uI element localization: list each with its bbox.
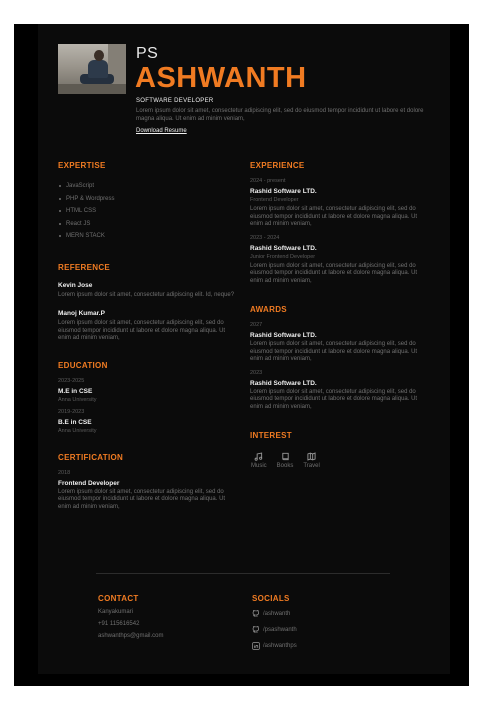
linkedin-icon bbox=[252, 642, 260, 650]
book-icon bbox=[281, 452, 290, 461]
music-icon bbox=[254, 452, 263, 461]
experience-dates: 2023 - 2024 bbox=[250, 234, 280, 241]
reference-name: Manoj Kumar.P bbox=[58, 310, 105, 317]
footer-divider bbox=[96, 573, 390, 574]
interest-list bbox=[250, 452, 430, 469]
last-name: ASHWANTH bbox=[135, 62, 307, 94]
award-company: Rashid Software LTD. bbox=[250, 332, 317, 339]
github-icon bbox=[252, 626, 260, 634]
certification-year: 2018 bbox=[58, 469, 71, 476]
reference-text: Lorem ipsum dolor sit amet, consectetur adipiscing elit. Id, neque? bbox=[58, 291, 235, 298]
interest-item bbox=[277, 452, 294, 469]
reference-name: Kevin Jose bbox=[58, 281, 93, 289]
experience-position: Junior Frontend Developer bbox=[250, 253, 316, 260]
skill-item: PHP & Wordpress bbox=[58, 193, 238, 206]
award-company: Rashid Software LTD. bbox=[250, 379, 317, 387]
social-link[interactable] bbox=[252, 622, 297, 638]
socials-section bbox=[252, 594, 297, 654]
award-year: 2023 bbox=[250, 369, 263, 376]
experience-position: Frontend Developer bbox=[250, 197, 299, 203]
award-text: Lorem ipsum dolor sit amet, consectetur adipiscing elit, sed do eiusmod tempor incididunt ut labore et dolore magna aliqua. Ut enim ad minim veniam, bbox=[250, 388, 418, 410]
map-icon bbox=[307, 452, 316, 461]
award-year: 2027 bbox=[250, 322, 263, 328]
first-name: PS bbox=[136, 45, 159, 62]
experience-dates: 2024 - present bbox=[250, 178, 286, 184]
experience-company: Rashid Software LTD. bbox=[250, 188, 317, 195]
experience-text: Lorem ipsum dolor sit amet, consectetur adipiscing elit, sed do eiusmod tempor incididunt ut labore et dolore magna aliqua. Ut enim ad minim veniam, bbox=[250, 206, 418, 227]
github-icon bbox=[252, 610, 260, 618]
education-school: Anna University bbox=[58, 427, 97, 434]
award-text: Lorem ipsum dolor sit amet, consectetur adipiscing elit, sed do eiusmod tempor incididunt ut labore et dolore magna aliqua. Ut enim ad minim veniam, bbox=[250, 341, 418, 362]
awards-title: AWARDS bbox=[250, 305, 287, 314]
reference-text: Lorem ipsum dolor sit amet, consectetur adipiscing elit, sed do eiusmod tempor incididunt ut labore et dolore magna aliqua. Ut enim ad minim veniam, bbox=[58, 320, 226, 341]
expertise-title: EXPERTISE bbox=[58, 161, 106, 170]
certification-title: CERTIFICATION bbox=[58, 452, 124, 462]
certification-name: Frontend Developer bbox=[58, 479, 120, 487]
social-link[interactable] bbox=[252, 606, 297, 622]
social-label: /ashwanth bbox=[263, 611, 291, 617]
profile-photo bbox=[58, 44, 126, 94]
profile-summary: Lorem ipsum dolor sit amet, consectetur adipiscing elit, sed do eiusmod tempor incididunt ut labore et dolore magna aliqua. Ut enim ad minim veniam, bbox=[136, 108, 424, 122]
certification-text: Lorem ipsum dolor sit amet, consectetur adipiscing elit, sed do eiusmod tempor incididunt ut labore et dolore magna aliqua. Ut enim ad minim veniam, bbox=[58, 488, 226, 510]
left-column bbox=[58, 161, 238, 511]
experience-text: Lorem ipsum dolor sit amet, consectetur adipiscing elit, sed do eiusmod tempor incididunt ut labore et dolore magna aliqua. Ut enim ad minim veniam, bbox=[250, 262, 418, 284]
contact-title: CONTACT bbox=[98, 594, 139, 603]
education-degree: M.E in CSE bbox=[58, 387, 93, 395]
contact-section bbox=[98, 594, 163, 642]
contact-location: Kanyakumari bbox=[98, 609, 134, 615]
reference-title: REFERENCE bbox=[58, 262, 111, 272]
download-resume-link[interactable]: Download Resume bbox=[136, 128, 187, 134]
skills-list bbox=[58, 180, 238, 243]
education-years: 2023-2025 bbox=[58, 377, 85, 384]
social-link[interactable] bbox=[252, 638, 297, 654]
right-column bbox=[250, 161, 430, 469]
interest-item bbox=[251, 452, 267, 469]
interest-label: Music bbox=[251, 463, 267, 469]
job-role: SOFTWARE DEVELOPER bbox=[136, 98, 214, 104]
interest-item bbox=[303, 452, 319, 469]
experience-title: EXPERIENCE bbox=[250, 161, 305, 170]
social-label: /psashwanth bbox=[263, 627, 297, 633]
contact-email[interactable]: ashwanthps@gmail.com bbox=[98, 633, 164, 639]
interest-label: Books bbox=[276, 463, 294, 469]
resume-sheet bbox=[38, 24, 450, 674]
interest-label: Travel bbox=[303, 463, 320, 469]
skill-item: JavaScript bbox=[58, 180, 238, 193]
social-label: /ashwanthps bbox=[263, 643, 297, 649]
contact-phone[interactable]: +91 115616542 bbox=[98, 621, 140, 627]
experience-company: Rashid Software LTD. bbox=[250, 244, 317, 252]
page-frame bbox=[14, 24, 469, 686]
education-school: Anna University bbox=[58, 396, 97, 403]
education-degree: B.E in CSE bbox=[58, 418, 92, 426]
skill-item: HTML CSS bbox=[58, 205, 238, 218]
education-title: EDUCATION bbox=[58, 360, 108, 370]
skill-item: React JS bbox=[58, 218, 238, 231]
skill-item: MERN STACK bbox=[58, 230, 238, 243]
education-years: 2019-2023 bbox=[58, 408, 85, 415]
interest-title: INTEREST bbox=[250, 431, 292, 440]
socials-title: SOCIALS bbox=[252, 594, 290, 603]
